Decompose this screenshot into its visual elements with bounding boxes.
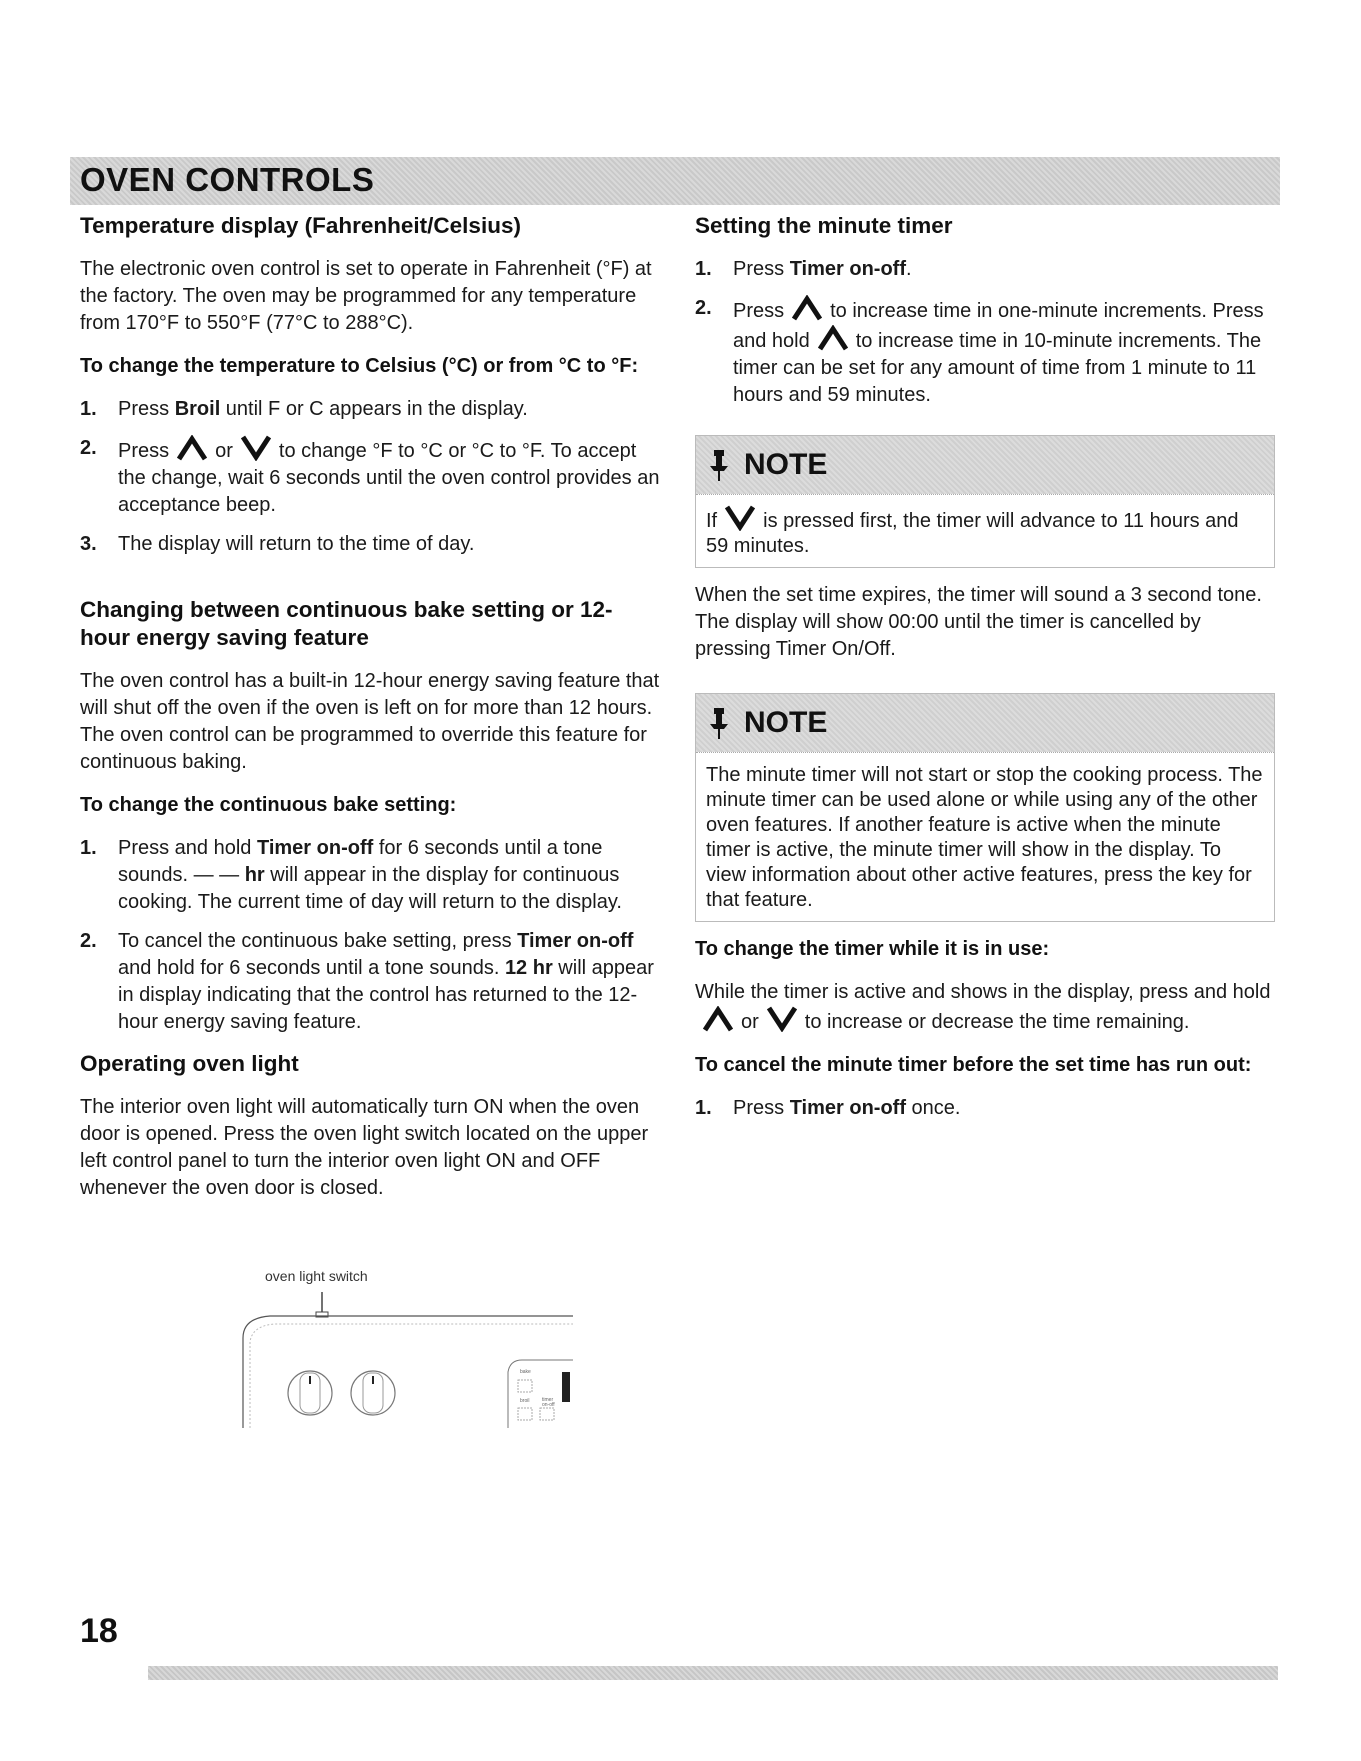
down-arrow-icon [767, 1006, 797, 1032]
temp-display-intro: The electronic oven control is set to operate in Fahrenheit (°F) at the factory. The oven may be programmed for any temperature from 170°F to 550°F (77°C to 288°C). [80, 258, 652, 334]
step-number: 2. [80, 437, 97, 459]
step-text: or [215, 440, 233, 462]
up-arrow-icon [792, 295, 822, 321]
note-label: NOTE [744, 706, 828, 739]
step-text: . [905, 258, 912, 280]
change-timer-text [695, 979, 1275, 1036]
section-banner [70, 157, 1280, 205]
pushpin-icon [706, 448, 732, 482]
control-panel-illustration [240, 1268, 580, 1428]
step-text: Press [118, 440, 170, 462]
step-key-name: Timer on-off [517, 930, 634, 952]
minute-timer-heading: Setting the minute timer [695, 213, 953, 238]
timer-key-label: timer on-off [542, 1397, 555, 1408]
step-text: Press [733, 1097, 790, 1119]
list-item [80, 531, 660, 558]
step-key-name: Timer on-off [789, 258, 906, 280]
note-body [696, 494, 1274, 567]
timer-expire-text: When the set time expires, the timer will sound a 3 second tone. The display will show 00:00 until the timer is cancelled by pressing Timer On/Off. [695, 584, 1262, 660]
paragraph-text: to increase or decrease the time remaining. [804, 1011, 1190, 1033]
page-number: 18 [80, 1612, 118, 1650]
list-item [80, 928, 660, 1036]
note-box [695, 693, 1275, 922]
step-display-text: 12 hr [504, 957, 553, 979]
pushpin-icon [706, 706, 732, 740]
bake-change-subheading: To change the continuous bake setting: [80, 794, 457, 816]
broil-key-label: broil [520, 1398, 530, 1404]
cancel-timer-subheading: To cancel the minute timer before the set time has run out: [695, 1054, 1252, 1076]
cancel-steps-list [695, 1095, 1275, 1122]
list-item [80, 435, 660, 519]
down-arrow-icon [725, 505, 755, 531]
step-text: will appear in the display for continuous cooking. The current time of day will return to the display. [118, 864, 622, 913]
step-number: 2. [695, 297, 712, 319]
step-text: once. [905, 1097, 961, 1119]
bake-setting-intro: The oven control has a built-in 12-hour energy saving feature that will shut off the oven if the oven is left on for more than 12 hours. The oven control can be programmed to override this feature for continuous baking. [80, 670, 660, 773]
down-arrow-icon [241, 435, 271, 461]
footer-divider [148, 1666, 1278, 1680]
step-key-name: Timer on-off [256, 837, 374, 859]
step-text: to increase time in one-minute increments. Press and hold [733, 300, 1264, 352]
up-arrow-icon [818, 325, 848, 351]
timer-steps-list [695, 256, 1275, 409]
list-item [80, 835, 660, 916]
note-text: If [706, 510, 718, 532]
step-number: 3. [80, 533, 97, 555]
step-text: to increase time in 10-minute increments. The timer can be set for any amount of time from 1 minute to 11 hours and 59 minutes. [733, 330, 1262, 406]
change-timer-subheading: To change the timer while it is in use: [695, 938, 1050, 960]
step-key-name: Timer on-off [789, 1097, 906, 1119]
note-text: is pressed first, the timer will advance to 11 hours and 59 minutes. [706, 510, 1239, 557]
step-number: 2. [80, 930, 97, 952]
temp-steps-list [80, 396, 660, 558]
step-text: to change °F to °C or °C to °F. To accept the change, wait 6 seconds until the oven control provides an acceptance beep. [118, 440, 660, 516]
step-text: and hold for 6 seconds until a tone sounds. [118, 957, 505, 979]
step-text: for 6 seconds until a tone sounds. — — [118, 837, 603, 886]
paragraph-text: or [741, 1011, 759, 1033]
note-label: NOTE [744, 448, 828, 481]
note-box [695, 435, 1275, 568]
note-header [696, 694, 1274, 752]
step-text: To cancel the continuous bake setting, press [118, 930, 518, 952]
list-item [695, 256, 1275, 283]
step-text: Press [118, 398, 175, 420]
step-text: Press [733, 300, 785, 322]
note-body: The minute timer will not start or stop the cooking process. The minute timer can be used alone or while using any of the other oven features. If another feature is active when the minute timer is active, the minute timer will show in the display. To view information about other active features, press the key for that feature. [696, 752, 1274, 921]
step-number: 1. [80, 837, 97, 859]
list-item [695, 295, 1275, 409]
knob-icon [351, 1371, 395, 1415]
step-number: 1. [695, 258, 712, 280]
temp-change-subheading: To change the temperature to Celsius (°C) or from °C to °F: [80, 355, 639, 377]
step-number: 1. [695, 1097, 712, 1119]
knob-icon [288, 1371, 332, 1415]
up-arrow-icon [703, 1006, 733, 1032]
left-column [80, 212, 660, 1218]
oven-light-text: The interior oven light will automatically turn ON when the oven door is opened. Press the oven light switch located on the upper left control panel to turn the interior oven light ON and OFF whenever the oven door is closed. [80, 1096, 649, 1199]
section-title: OVEN CONTROLS [80, 161, 375, 198]
paragraph-text: While the timer is active and shows in the display, press and hold [695, 981, 1271, 1003]
temp-display-heading: Temperature display (Fahrenheit/Celsius) [80, 213, 521, 238]
bake-setting-heading: Changing between continuous bake setting or 12-hour energy saving feature [80, 597, 613, 650]
oven-light-figure [240, 1268, 580, 1428]
up-arrow-icon [177, 435, 207, 461]
note-header [696, 436, 1274, 494]
step-number: 1. [80, 398, 97, 420]
list-item [80, 396, 660, 423]
step-key-name: Broil [174, 398, 221, 420]
figure-label: oven light switch [265, 1268, 368, 1284]
bake-steps-list [80, 835, 660, 1036]
step-text: Press [733, 258, 790, 280]
oven-light-heading: Operating oven light [80, 1051, 299, 1076]
step-text: Press and hold [118, 837, 257, 859]
right-column [695, 212, 1275, 1136]
step-text: The display will return to the time of day. [118, 533, 475, 555]
step-display-text: hr [244, 864, 265, 886]
step-text: will appear in display indicating that the control has returned to the 12-hour energy saving feature. [118, 957, 654, 1033]
bake-key-label: bake [520, 1369, 531, 1375]
list-item [695, 1095, 1275, 1122]
step-text: until F or C appears in the display. [220, 398, 528, 420]
